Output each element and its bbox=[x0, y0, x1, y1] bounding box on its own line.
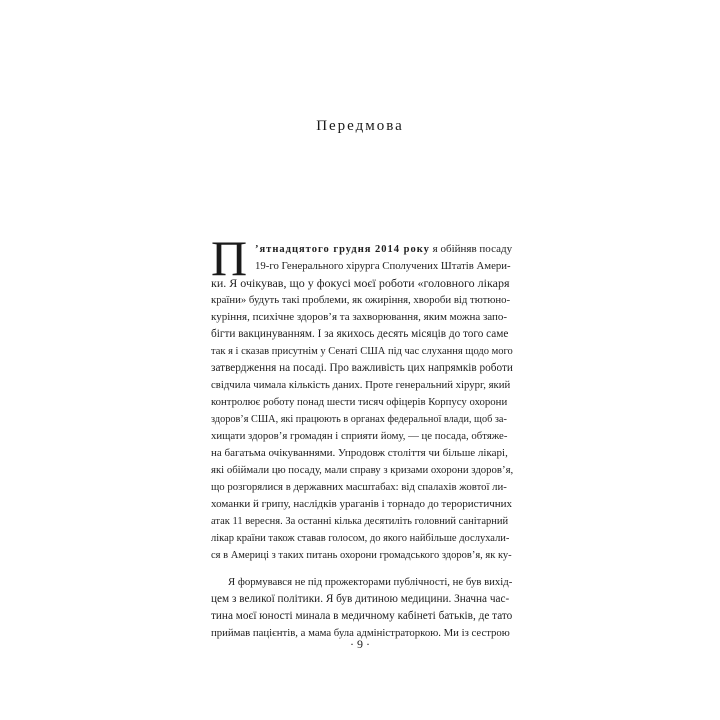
text-line: які обіймали цю посаду, мали справу з кризами охорони здоров’я, bbox=[211, 464, 513, 476]
chapter-heading: Передмова bbox=[316, 118, 404, 134]
text-line: країни» будуть такі проблеми, як ожиріння, хвороби від тютюно- bbox=[211, 294, 511, 306]
text-line: Я формувався не під прожекторами публічності, не був вихід- bbox=[228, 576, 513, 588]
paragraph-2 bbox=[211, 574, 513, 642]
text-line: бігти вакцинуванням. І за якихось десять місяців до того саме bbox=[211, 328, 509, 340]
page-number: · 9 · bbox=[350, 637, 370, 651]
text-line: свідчила чимала кількість даних. Проте генеральний хірург, який bbox=[211, 379, 511, 391]
text-line bbox=[211, 564, 513, 565]
lead-smallcaps: ’ятнадцятого грудня 2014 року bbox=[255, 244, 430, 255]
text-line: хоманки й грипу, наслідків ураганів і торнадо до терористичних bbox=[211, 498, 513, 510]
text-line: на багатьма очікуваннями. Упродовж століття чи більше лікарі, bbox=[211, 447, 508, 459]
text-line: ’ятнадцятого грудня 2014 року я обійняв посаду bbox=[255, 243, 513, 255]
text-line: лікар країни також ставав голосом, до якого найбільше дослухали- bbox=[211, 533, 510, 544]
text-line: приймав пацієнтів, а мама була адміністраторкою. Ми із сестрою bbox=[211, 627, 510, 639]
text-line: затвердження на посаді. Про важливість цих напрямків роботи bbox=[211, 362, 513, 374]
text-line: тина моєї юності минала в медичному кабінеті батьків, де тато bbox=[211, 610, 513, 622]
text-line: контролює роботу понад шести тисяч офіцерів Корпусу охорони bbox=[211, 396, 508, 408]
paragraph-1 bbox=[211, 241, 513, 565]
text-line: цем з великої політики. Я був дитиною медицини. Значна час- bbox=[211, 593, 510, 605]
text-line: ся в Америці з таких питань охорони громадського здоров’я, як ку- bbox=[211, 550, 512, 561]
text-line: 19-го Генерального хірурга Сполучених Штатів Амери- bbox=[255, 260, 511, 272]
text-line: атак 11 вересня. За останні кілька десятиліть головний санітарний bbox=[211, 516, 509, 527]
text-line: здоров’я США, які працюють в органах федеральної влади, щоб за- bbox=[211, 414, 507, 425]
text-line: так я і сказав присутнім у Сенаті США під час слухання щодо мого bbox=[211, 346, 513, 357]
text-line: хищати здоров’я громадян і сприяти йому, — це посада, обтяже- bbox=[211, 430, 508, 442]
text-line: що розгорялися в державних масштабах: від спалахів жовтої ли- bbox=[211, 481, 507, 493]
text-line: куріння, психічне здоров’я та захворювання, яким можна запо- bbox=[211, 311, 508, 323]
drop-cap: П bbox=[211, 230, 248, 286]
text-line: ки. Я очікував, що у фокусі моєї роботи «головного лікаря bbox=[211, 276, 510, 290]
